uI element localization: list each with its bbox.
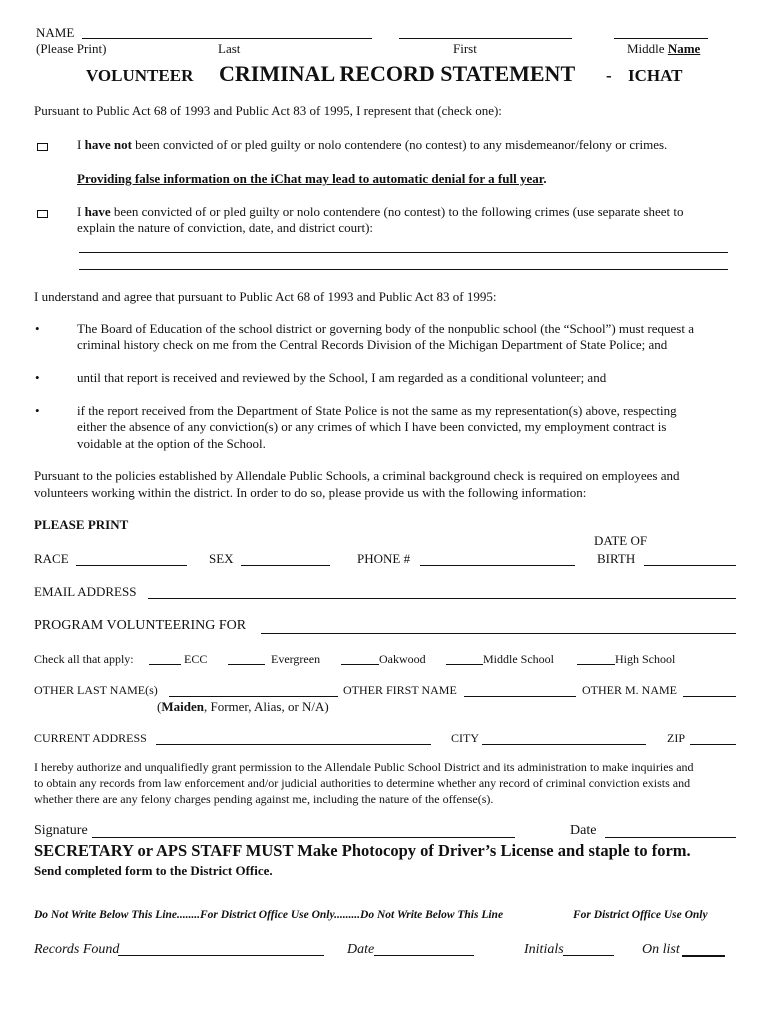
bullet-icon: •	[35, 321, 40, 336]
policy-line-1: Pursuant to the policies established by Allendale Public Schools, a criminal background check is required on employees and	[34, 468, 680, 483]
city-label: CITY	[451, 731, 479, 745]
records-found-label: Records Found	[34, 942, 120, 957]
zip-label: ZIP	[667, 731, 685, 745]
dob-label-line-2: BIRTH	[597, 551, 636, 566]
option-have-not-text: I have not been convicted of or pled guilty or nolo contendere (no contest) to any misdemeanor/felony or crimes.	[77, 137, 668, 152]
bullet-icon: •	[35, 403, 40, 418]
email-label: EMAIL ADDRESS	[34, 584, 137, 599]
other-first-name-field[interactable]	[464, 682, 576, 697]
program-field[interactable]	[261, 619, 736, 634]
zip-field[interactable]	[690, 730, 736, 745]
name-label: NAME	[36, 25, 75, 40]
bullet-1-line-1: The Board of Education of the school district or governing body of the nonpublic school (the “School”) must request a	[77, 321, 694, 336]
address-field[interactable]	[156, 730, 431, 745]
conviction-details-line-2[interactable]	[79, 255, 728, 270]
office-use-line: Do Not Write Below This Line........For District Office Use Only.........Do Not Write Below This Line	[34, 909, 504, 921]
check-all-label: Check all that apply:	[34, 652, 134, 666]
office-use-label: For District Office Use Only	[573, 909, 708, 921]
title-volunteer: VOLUNTEER	[86, 66, 194, 85]
signature-label: Signature	[34, 823, 88, 838]
first-name-field[interactable]	[399, 24, 572, 39]
bullet-2-line-1: until that report is received and reviewed by the School, I am regarded as a conditional volunteer; and	[77, 370, 607, 385]
checkbox-have[interactable]	[37, 210, 48, 218]
other-first-name-label: OTHER FIRST NAME	[343, 683, 457, 697]
city-field[interactable]	[482, 730, 646, 745]
date-label: Date	[570, 823, 597, 838]
authorize-line-3: whether there are any felony charges pending against me, including the nature of the offense(s).	[34, 792, 494, 806]
option-have-text: I have been convicted of or pled guilty or nolo contendere (no contest) to the following crimes (use separate sheet to	[77, 204, 684, 219]
date-field[interactable]	[605, 823, 736, 838]
initials-field[interactable]	[563, 941, 614, 956]
high-school-label: High School	[615, 652, 676, 666]
bullet-3-line-2: either the absence of any conviction(s) or any crimes of which I have been convicted, my employment contract is	[77, 419, 667, 434]
conviction-details-line-1[interactable]	[79, 238, 728, 253]
bullet-icon: •	[35, 370, 40, 385]
middle-name-label: Middle Name	[627, 41, 701, 56]
checkbox-have-not[interactable]	[37, 143, 48, 151]
other-middle-name-field[interactable]	[683, 682, 736, 697]
address-label: CURRENT ADDRESS	[34, 731, 147, 745]
authorize-line-1: I hereby authorize and unqualifiedly grant permission to the Allendale Public School District and its administration to make inquiries and	[34, 760, 694, 774]
title-ichat: ICHAT	[628, 66, 683, 85]
title-dash: -	[606, 66, 612, 85]
race-label: RACE	[34, 551, 69, 566]
authorize-line-2: to obtain any records from law enforcement and/or judicial authorities to determine whether any record of criminal conviction exists and	[34, 776, 691, 790]
ecc-check[interactable]	[149, 650, 181, 665]
intro-text: Pursuant to Public Act 68 of 1993 and Public Act 83 of 1995, I represent that (check one):	[34, 103, 502, 118]
please-print-note: (Please Print)	[36, 41, 107, 56]
page-title: CRIMINAL RECORD STATEMENT	[219, 61, 576, 86]
initials-label: Initials	[524, 942, 564, 957]
secretary-instruction: SECRETARY or APS STAFF MUST Make Photocopy of Driver’s License and staple to form.	[34, 841, 691, 860]
last-label: Last	[218, 41, 241, 56]
middle-name-field[interactable]	[614, 24, 708, 39]
first-label: First	[453, 41, 477, 56]
race-field[interactable]	[76, 551, 187, 566]
middle-school-check[interactable]	[446, 650, 483, 665]
option-have-text-line2: explain the nature of conviction, date, and district court):	[77, 220, 374, 235]
ecc-label: ECC	[184, 652, 208, 666]
maiden-note: (Maiden, Former, Alias, or N/A)	[157, 699, 329, 714]
evergreen-check[interactable]	[228, 650, 265, 665]
sex-field[interactable]	[241, 551, 330, 566]
send-instruction: Send completed form to the District Office.	[34, 863, 273, 878]
evergreen-label: Evergreen	[271, 652, 321, 666]
dob-label-line-1: DATE OF	[594, 533, 648, 548]
program-label: PROGRAM VOLUNTEERING FOR	[34, 618, 247, 633]
other-last-name-field[interactable]	[169, 682, 338, 697]
oakwood-label: Oakwood	[379, 652, 426, 666]
bullet-3-line-1: if the report received from the Department of State Police is not the same as my representation(s) above, respecting	[77, 403, 677, 418]
office-date-field[interactable]	[374, 941, 474, 956]
dob-field[interactable]	[644, 551, 736, 566]
phone-field[interactable]	[420, 551, 575, 566]
signature-field[interactable]	[92, 823, 515, 838]
email-field[interactable]	[148, 584, 736, 599]
oakwood-check[interactable]	[341, 650, 379, 665]
office-date-label: Date	[347, 942, 375, 957]
on-list-field[interactable]	[682, 941, 725, 957]
high-school-check[interactable]	[577, 650, 615, 665]
please-print-heading: PLEASE PRINT	[34, 517, 129, 532]
other-last-name-label: OTHER LAST NAME(s)	[34, 683, 158, 697]
bullet-3-line-3: voidable at the option of the School.	[77, 436, 266, 451]
understand-text: I understand and agree that pursuant to Public Act 68 of 1993 and Public Act 83 of 1995:	[34, 289, 497, 304]
false-info-warning: Providing false information on the iChat may lead to automatic denial for a full year.	[77, 171, 547, 186]
records-found-field[interactable]	[118, 941, 324, 956]
phone-label: PHONE #	[357, 551, 411, 566]
sex-label: SEX	[209, 551, 234, 566]
other-middle-name-label: OTHER M. NAME	[582, 683, 677, 697]
middle-school-label: Middle School	[483, 652, 554, 666]
last-name-field[interactable]	[82, 24, 372, 39]
policy-line-2: volunteers working within the district. In order to do so, please provide us with the following information:	[34, 485, 587, 500]
bullet-1-line-2: criminal history check on me from the Central Records Division of the Michigan Department of State Police; and	[77, 337, 668, 352]
on-list-label: On list	[642, 942, 680, 957]
